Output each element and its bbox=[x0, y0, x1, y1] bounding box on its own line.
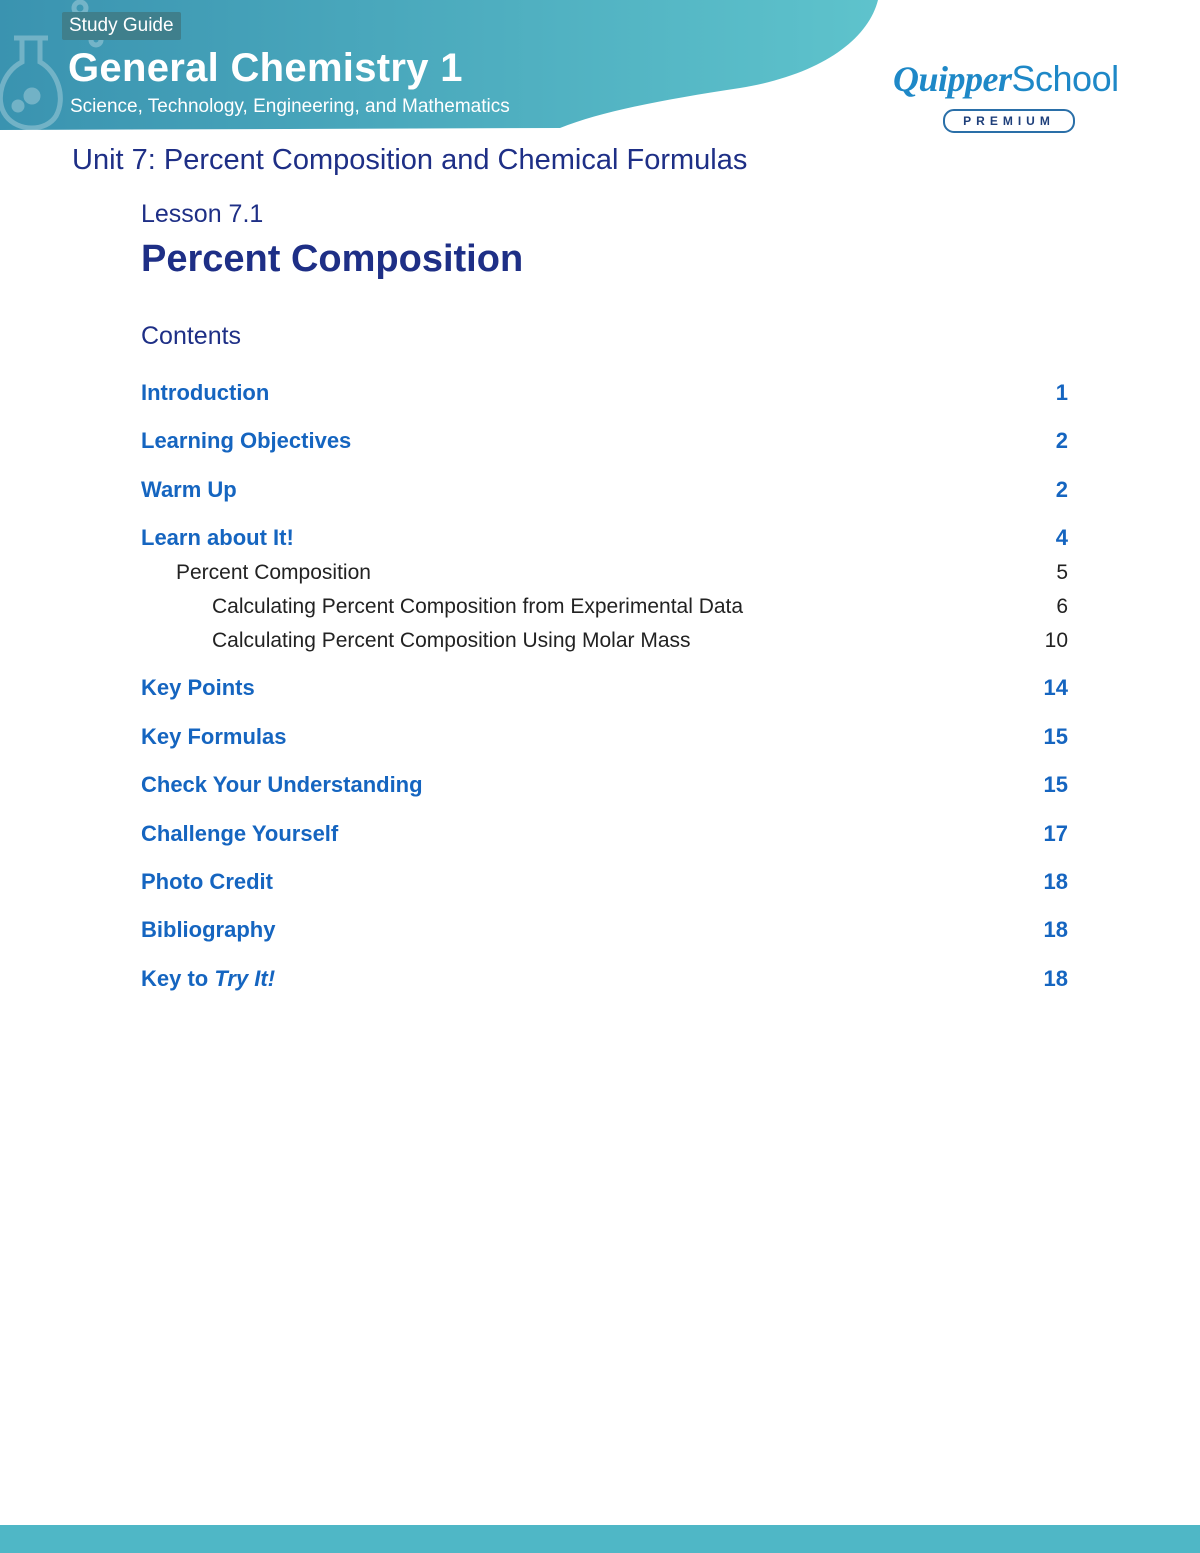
toc-item-label: Challenge Yourself bbox=[141, 821, 339, 846]
toc-item-key-formulas[interactable] bbox=[141, 724, 1068, 750]
toc-item-percent-composition[interactable] bbox=[176, 561, 1068, 585]
toc-item-label-italic: Try It! bbox=[214, 966, 276, 991]
toc-item-label: Percent Composition bbox=[176, 561, 371, 584]
toc-item-label: Learning Objectives bbox=[141, 428, 352, 453]
toc-item-page: 5 bbox=[1056, 561, 1068, 584]
quipper-school-logo bbox=[893, 58, 1133, 136]
toc-item-key-points[interactable] bbox=[141, 675, 1068, 701]
toc-item-page: 17 bbox=[1043, 821, 1068, 846]
toc-item-learn-about-it[interactable] bbox=[141, 525, 1068, 551]
toc-item-label: Key to bbox=[141, 966, 215, 991]
toc-item-label: Warm Up bbox=[141, 477, 237, 502]
lesson-label: Lesson 7.1 bbox=[141, 200, 264, 228]
toc-item-label: Check Your Understanding bbox=[141, 772, 423, 797]
toc-item-page: 1 bbox=[1055, 380, 1068, 405]
toc-item-bibliography[interactable] bbox=[141, 917, 1068, 943]
course-title: General Chemistry 1 bbox=[68, 46, 463, 90]
toc-item-label: Learn about It! bbox=[141, 525, 294, 550]
toc-item-page: 2 bbox=[1055, 428, 1068, 453]
toc-item-photo-credit[interactable] bbox=[141, 869, 1068, 895]
toc-item-label: Key Formulas bbox=[141, 724, 287, 749]
toc-item-page: 10 bbox=[1044, 629, 1068, 652]
toc-item-introduction[interactable] bbox=[141, 380, 1068, 406]
toc-item-molar-mass[interactable] bbox=[212, 629, 1068, 653]
toc-item-label: Bibliography bbox=[141, 917, 276, 942]
unit-title: Unit 7: Percent Composition and Chemical Formulas bbox=[72, 144, 748, 176]
toc-item-page: 18 bbox=[1043, 869, 1068, 894]
logo-wordmark bbox=[893, 58, 1119, 100]
toc-item-label-wrap bbox=[141, 966, 275, 992]
toc-item-page: 18 bbox=[1043, 917, 1068, 942]
toc-item-page: 14 bbox=[1043, 675, 1068, 700]
toc-item-page: 15 bbox=[1043, 724, 1068, 749]
toc-item-experimental-data[interactable] bbox=[212, 595, 1068, 619]
logo-premium-tag: PREMIUM bbox=[943, 109, 1075, 133]
toc-item-key-to-try-it[interactable] bbox=[141, 966, 1068, 992]
logo-word-bold: Quipper bbox=[893, 59, 1012, 99]
toc-item-page: 6 bbox=[1056, 595, 1068, 618]
footer-bar bbox=[0, 1525, 1200, 1553]
toc-item-label: Calculating Percent Composition Using Molar Mass bbox=[212, 629, 691, 652]
toc-item-page: 4 bbox=[1055, 525, 1068, 550]
toc-item-label: Key Points bbox=[141, 675, 255, 700]
toc-item-learning-objectives[interactable] bbox=[141, 428, 1068, 454]
toc-item-label: Photo Credit bbox=[141, 869, 273, 894]
contents-heading: Contents bbox=[141, 322, 242, 350]
study-guide-badge: Study Guide bbox=[62, 12, 181, 40]
lesson-title: Percent Composition bbox=[141, 238, 524, 280]
toc-item-challenge-yourself[interactable] bbox=[141, 821, 1068, 847]
toc-item-label: Calculating Percent Composition from Experimental Data bbox=[212, 595, 744, 618]
toc-item-page: 18 bbox=[1043, 966, 1068, 991]
toc-item-warm-up[interactable] bbox=[141, 477, 1068, 503]
toc-item-check-your-understanding[interactable] bbox=[141, 772, 1068, 798]
course-subtitle: Science, Technology, Engineering, and Mathematics bbox=[70, 96, 510, 117]
toc-item-page: 2 bbox=[1055, 477, 1068, 502]
toc-item-label: Introduction bbox=[141, 380, 270, 405]
toc-item-page: 15 bbox=[1043, 772, 1068, 797]
logo-word-regular: School bbox=[1011, 58, 1119, 99]
